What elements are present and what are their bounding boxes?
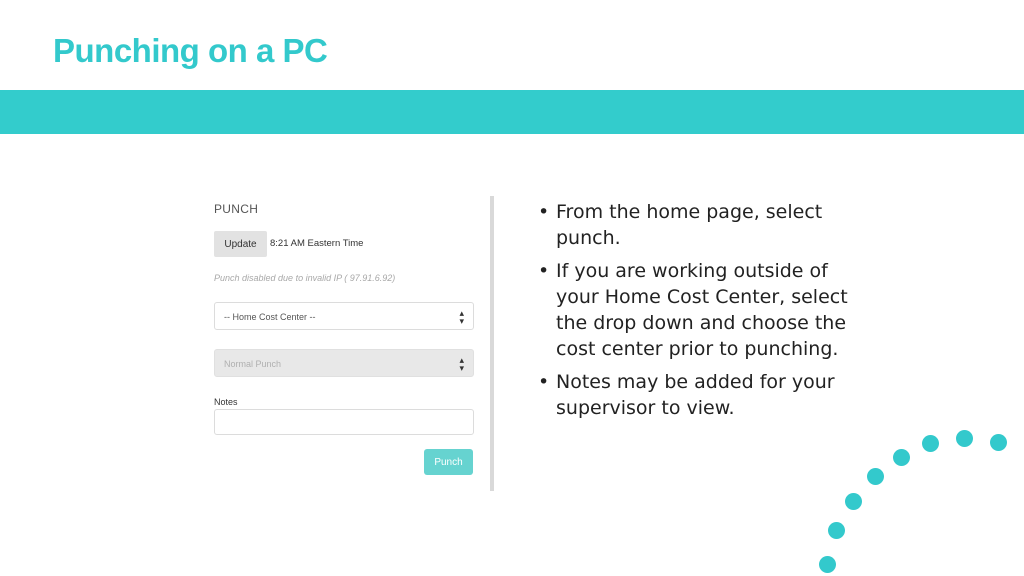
vertical-divider <box>490 196 494 491</box>
decorative-dot <box>956 430 973 447</box>
list-item-text: If you are working outside of your Home Cost Center, select the drop down and choose the cost center prior to punching. <box>556 260 848 360</box>
decorative-dot <box>867 468 884 485</box>
up-down-chevron-icon: ▴ ▾ <box>459 308 464 326</box>
cost-center-select[interactable] <box>214 302 474 330</box>
list-item-text: Notes may be added for your supervisor to view. <box>556 371 835 419</box>
notes-label: Notes <box>214 397 238 407</box>
up-down-chevron-icon: ▴ ▾ <box>459 355 464 373</box>
panel-heading: PUNCH <box>214 202 259 216</box>
slide-title: Punching on a PC <box>53 32 328 69</box>
punch-button[interactable]: Punch <box>424 449 473 475</box>
bullet-icon: • <box>538 260 550 282</box>
update-button[interactable]: Update <box>214 231 267 257</box>
decorative-dot <box>990 434 1007 451</box>
list-item <box>538 199 868 251</box>
decorative-dot <box>819 556 836 573</box>
decorative-dot <box>893 449 910 466</box>
decorative-dot <box>845 493 862 510</box>
punch-type-select[interactable] <box>214 349 474 377</box>
list-item <box>538 258 868 362</box>
bullet-icon: • <box>538 371 550 393</box>
decorative-dot <box>922 435 939 452</box>
punch-type-select-value: Normal Punch <box>224 359 282 369</box>
list-item-text: From the home page, select punch. <box>556 201 823 249</box>
accent-band <box>0 90 1024 134</box>
notes-input[interactable] <box>214 409 474 435</box>
instruction-list <box>538 199 868 428</box>
punch-warning: Punch disabled due to invalid IP ( 97.91.6.92) <box>214 273 396 283</box>
decorative-dot <box>828 522 845 539</box>
clock-text: 8:21 AM Eastern Time <box>270 238 364 249</box>
punch-panel <box>214 196 476 486</box>
list-item <box>538 369 868 421</box>
cost-center-select-value: -- Home Cost Center -- <box>224 312 316 322</box>
bullet-icon: • <box>538 201 550 223</box>
